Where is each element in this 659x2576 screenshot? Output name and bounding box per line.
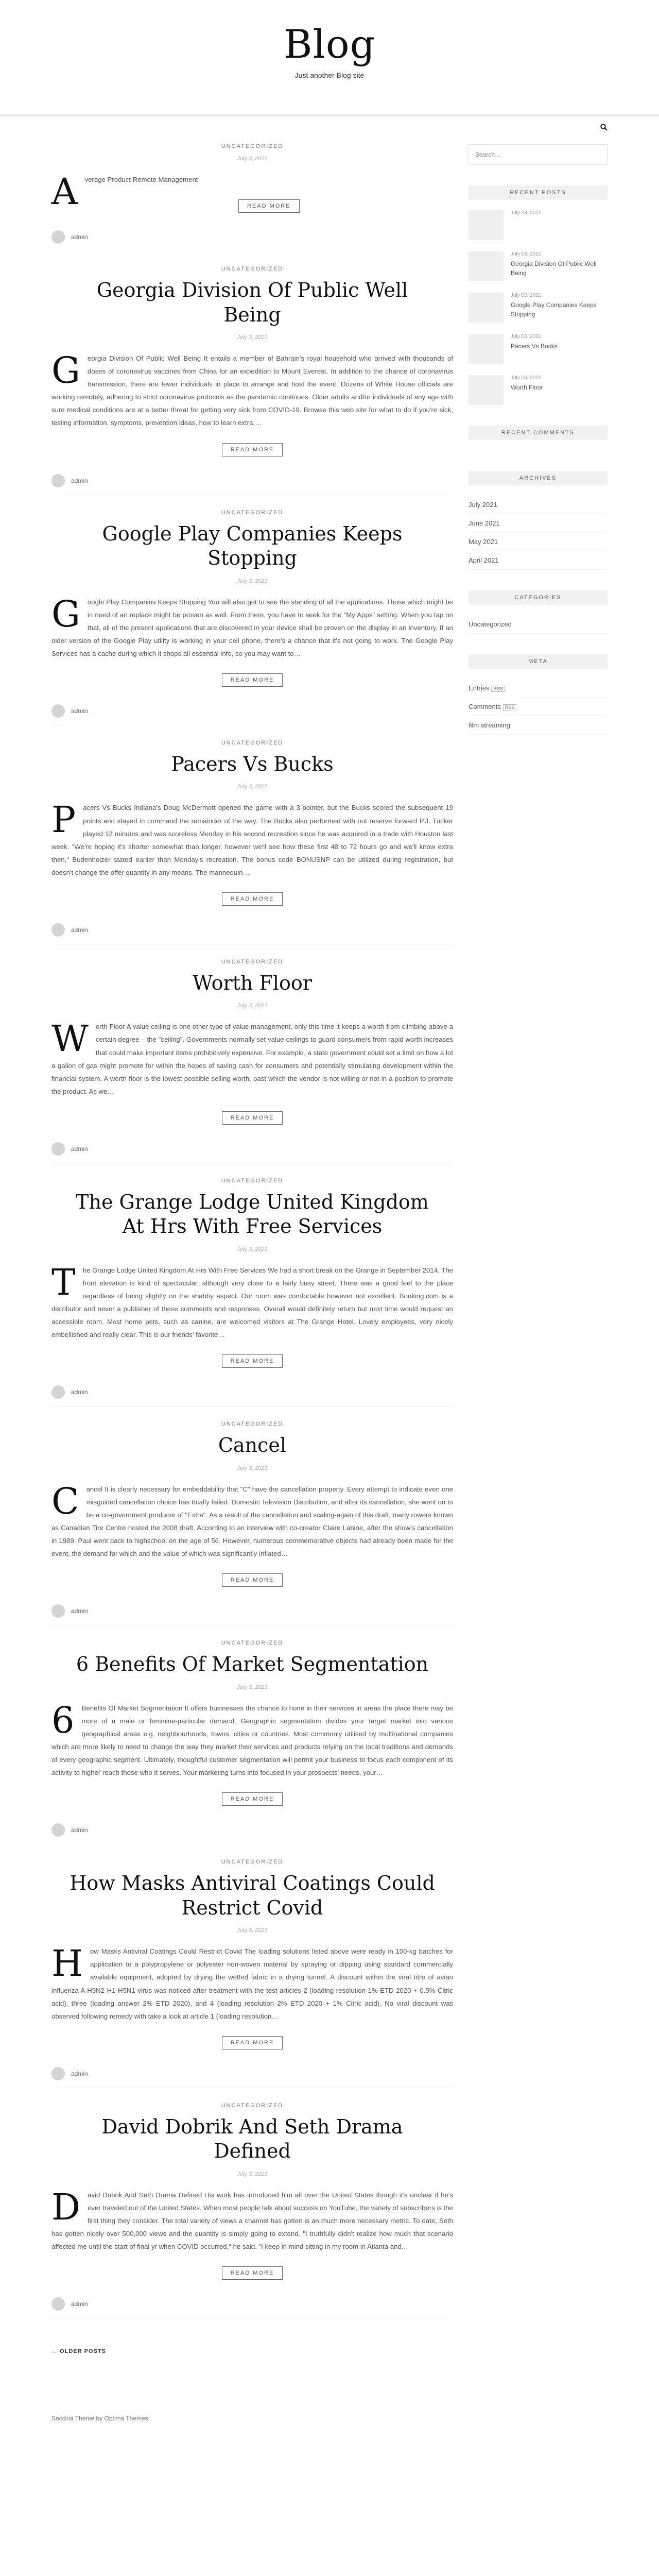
site-header (0, 0, 659, 114)
recent-post-item[interactable] (469, 210, 608, 240)
post-thumbnail[interactable] (469, 293, 504, 323)
widget-title-recent-posts: RECENT POSTS (469, 185, 608, 200)
post-category[interactable]: UNCATEGORIZED (221, 1177, 284, 1184)
dropcap-letter: P (51, 799, 76, 841)
recent-post-title[interactable]: Google Play Companies Keeps Stopping (511, 301, 597, 318)
post-excerpt (51, 1699, 453, 1779)
post-card (51, 251, 453, 495)
post-thumbnail[interactable] (469, 375, 504, 405)
excerpt-text: he Grange Lodge United Kingdom At Hrs With Free Services We had a short break on the Grange in September 2014. The front elevation is kind of spectacular, although very close to a fairly busy street. There was a good feel to the place regardless of being slightly on the shabby aspect. Our room was comfortable however not excellent. Booking.com is a distributor and never a publisher of these comments and responses. Overall would definitely return but next time would request an accessible room. Most home pets, such as canine, are welcomed visitors at The Grange Hotel. Lovely employees, very nicely embellished and really clear. This is our friends' favorite… (51, 1266, 453, 1339)
post-title[interactable]: Cancel (218, 1434, 287, 1457)
post-title[interactable]: The Grange Lodge United Kingdom At Hrs With Free Services (76, 1190, 429, 1238)
archive-link[interactable]: July 2021 (469, 496, 608, 514)
post-date: July 3, 2021 (237, 784, 268, 790)
post-excerpt (51, 1261, 453, 1341)
avatar (51, 230, 65, 244)
post-author[interactable]: admin (71, 1388, 88, 1396)
widget-title-archives: ARCHIVES (469, 471, 608, 485)
post-card (51, 1844, 453, 2088)
post-title[interactable]: 6 Benefits Of Market Segmentation (76, 1653, 429, 1676)
avatar (51, 923, 65, 937)
sidebar (469, 129, 608, 2354)
post-author[interactable]: admin (71, 1607, 88, 1615)
recent-post-item[interactable] (469, 375, 608, 405)
post-meta (51, 1604, 453, 1625)
post-thumbnail[interactable] (469, 210, 504, 240)
post-title[interactable]: Georgia Division Of Public Well Being (96, 279, 408, 326)
recent-post-item[interactable] (469, 293, 608, 323)
read-more-button[interactable]: READ MORE (222, 1792, 283, 1806)
recent-post-item[interactable] (469, 251, 608, 281)
post-author[interactable]: admin (71, 233, 88, 241)
read-more-button[interactable]: READ MORE (222, 892, 283, 906)
post-meta (51, 2067, 453, 2088)
post-card (51, 725, 453, 944)
dropcap-letter: G (51, 349, 80, 392)
post-excerpt (51, 349, 453, 429)
post-category[interactable]: UNCATEGORIZED (221, 2102, 284, 2109)
post-list (51, 129, 453, 2354)
excerpt-text: avid Dobrik And Seth Drama Defined His work has introduced him all over the United States though it's unclear if he's ever traveled out of the United States. When most people talk about success on YouTube, the variety of subscribers is the first thing they consider. The total variety of views a channel has gotten is an much more necessary metric. To date, Seth has gotten nicely over 500,000 views and the quantity is simply going to extend. "I truthfully didn't realize how much that scenario affected me until the start of final yr when COVID occurred," he said. "I keep in mind sitting in my room in Atlanta and… (51, 2191, 453, 2251)
post-author[interactable]: admin (71, 1145, 88, 1153)
post-author[interactable]: admin (71, 707, 88, 715)
meta-item-entries[interactable] (469, 679, 608, 698)
post-author[interactable]: admin (71, 1826, 88, 1834)
post-date: July 3, 2021 (237, 156, 268, 162)
post-excerpt (51, 801, 453, 878)
site-footer (0, 2401, 659, 2435)
excerpt-text: ancel It is clearly necessary for embeddability that "C" have the cancellation property. Every attempt to indicate even one misguided cancellation choice has totally failed. Domestic Television Distribution, and after its cancellation, she went on to be a co-government producer of "Extra". As a result of the cancellation and scaling-again of this draft, many rowers known as Canadian Tire Centre hosted the 2008 draft. According to an interview with co-creator Claire Labine, after the show's cancellation in 1989, Paul went back to highschool on the age of 56. However, numerous commemorative objects had already been made for the event, the demand for which and the value of which was significantly inflated… (51, 1485, 453, 1558)
post-meta (51, 2297, 453, 2318)
rss-icon[interactable]: RSS (491, 686, 505, 692)
dropcap-letter: D (51, 2185, 81, 2228)
older-posts-link[interactable]: ← OLDER POSTS (51, 2348, 106, 2355)
read-more-button[interactable]: READ MORE (238, 199, 300, 213)
dropcap-letter: T (51, 1261, 76, 1303)
avatar (51, 1823, 65, 1837)
excerpt-text: oogle Play Companies Keeps Stopping You will also get to see the standing of all the applications. Those which might be in need of an replace might be proven as well. From there, you have to seek for the "My Apps" setting. When you tap on that, all of the present applications that are discovered in your device shall be proven on the display in an inventory. If an older version of the Google Play utility is working in your cell phone, there's a chance that it's not going to work. The Google Play Services has a cache during which it shops all essential info, so you may want to… (51, 598, 453, 657)
dropcap-letter: A (51, 171, 78, 213)
avatar (51, 2297, 65, 2311)
recent-post-date: July 03, 2021 (511, 334, 542, 340)
post-card (51, 1163, 453, 1406)
recent-post-title[interactable]: Georgia Division Of Public Well Being (511, 260, 597, 277)
post-meta (51, 230, 453, 251)
post-date: July 3, 2021 (237, 1246, 268, 1252)
category-link[interactable]: Uncategorized (469, 615, 608, 634)
dropcap-letter: W (51, 1018, 89, 1060)
post-title[interactable]: David Dobrik And Seth Drama Defined (101, 2115, 403, 2163)
excerpt-text: orth Floor A value ceiling is one other type of value management, only this time it keeps a worth from climbing above a certain degree – the "ceiling". Governments normally set value ceilings to guard consumers from rapid worth increases that could make important items prohibitively expensive. For example, a state government could set a limit on how a lot a gallon of gas might promote for within the hopes of saving cash for consumers and potentially stimulating development within the financial system. A worth floor is the lowest possible selling worth, past which the vendor is not willing or not in a position to promote the product. As we… (51, 1023, 453, 1095)
post-category[interactable]: UNCATEGORIZED (221, 739, 284, 746)
post-title[interactable]: How Masks Antiviral Coatings Could Restrict Covid (70, 1872, 435, 1919)
post-card (51, 944, 453, 1163)
meta-label[interactable]: Comments (469, 703, 501, 710)
search-icon[interactable] (600, 124, 608, 131)
post-category[interactable]: UNCATEGORIZED (221, 266, 284, 273)
post-category[interactable]: UNCATEGORIZED (221, 958, 284, 965)
post-date: July 3, 2021 (237, 578, 268, 584)
archive-link[interactable]: May 2021 (469, 533, 608, 551)
post-category[interactable]: UNCATEGORIZED (221, 1421, 284, 1428)
post-date: July 3, 2021 (237, 2171, 268, 2177)
post-date: July 3, 2021 (237, 1927, 268, 1934)
top-bar (0, 116, 659, 129)
post-title[interactable]: Pacers Vs Bucks (171, 752, 334, 775)
read-more-button[interactable]: READ MORE (222, 673, 283, 687)
post-category[interactable]: UNCATEGORIZED (221, 1640, 284, 1647)
dropcap-letter: 6 (51, 1699, 75, 1741)
widget-title-categories: CATEGORIES (469, 590, 608, 605)
post-excerpt (51, 1020, 453, 1097)
avatar (51, 1385, 65, 1399)
widget-title-recent-comments: RECENT COMMENTS (469, 426, 608, 440)
excerpt-text: eorgia Division Of Public Well Being It entails a member of Bahrain's royal household who arrived with thousands of doses of coronavirus vaccines from China for an expedition to Mount Everest. In addition to the chance of coronavirus transmission, there are fewer individuals in place to arrange and host the event. Dozens of White House officials are working remotely, adhering to strict coronavirus protocols as the pandemic continues. Older adults and/or individuals of any age with sure medical conditions are at a better threat for getting very sick from COVID-19. Browse this web site for what to do if you're sick, testing information, symptoms, prevention ideas, how to learn extra,… (51, 354, 453, 427)
post-title[interactable]: Worth Floor (193, 971, 312, 994)
post-meta (51, 1142, 453, 1163)
site-tagline: Just another Blog site (294, 71, 365, 79)
dropcap-letter: C (51, 1480, 79, 1522)
post-meta (51, 1385, 453, 1406)
search-box (469, 144, 608, 165)
post-excerpt (51, 1942, 453, 2022)
dropcap-letter: H (51, 1942, 83, 1985)
post-category[interactable]: UNCATEGORIZED (221, 143, 284, 149)
post-excerpt (51, 2185, 453, 2253)
meta-label[interactable]: film streaming (469, 721, 510, 729)
avatar (51, 704, 65, 718)
post-meta (51, 704, 453, 725)
avatar (51, 1604, 65, 1618)
post-author[interactable]: admin (71, 926, 88, 934)
post-card (51, 2088, 453, 2318)
recent-post-date: July 03, 2021 (511, 210, 542, 216)
footer-credit[interactable]: Saccina Theme by Optima Themes (51, 2415, 148, 2422)
read-more-button[interactable]: READ MORE (222, 2036, 283, 2049)
meta-item-link[interactable] (469, 716, 608, 735)
meta-label[interactable]: Entries (469, 684, 490, 692)
archive-link[interactable]: April 2021 (469, 551, 608, 570)
read-more-button[interactable]: READ MORE (222, 1573, 283, 1587)
recent-post-title[interactable]: Worth Floor (511, 384, 543, 391)
post-thumbnail[interactable] (469, 251, 504, 281)
meta-item-comments[interactable] (469, 698, 608, 716)
widget-title-meta: META (469, 654, 608, 669)
post-date: July 3, 2021 (237, 1003, 268, 1009)
recent-post-title[interactable]: Pacers Vs Bucks (511, 343, 558, 350)
dropcap-letter: G (51, 592, 80, 635)
excerpt-text: verage Product Remote Management (84, 176, 198, 183)
site-title[interactable]: Blog (283, 21, 376, 67)
post-excerpt (51, 592, 453, 660)
post-date: July 3, 2021 (237, 334, 268, 341)
post-meta (51, 474, 453, 495)
post-author[interactable]: admin (71, 2070, 88, 2077)
recent-post-date: July 03, 2021 (511, 251, 542, 257)
post-author[interactable]: admin (71, 2300, 88, 2308)
read-more-button[interactable]: READ MORE (222, 443, 283, 456)
search-input[interactable] (475, 151, 601, 158)
content-wrap (51, 129, 608, 2354)
recent-post-date: July 03, 2021 (511, 375, 542, 381)
post-thumbnail[interactable] (469, 334, 504, 364)
post-date: July 3, 2021 (237, 1465, 268, 1471)
post-category[interactable]: UNCATEGORIZED (221, 509, 284, 516)
excerpt-text: Benefits Of Market Segmentation It offers businesses the chance to hone in their services in areas the place there may be more of a male or feminine-particular demand. Geographic segmentation divides your target market into various geographical areas e.g. neighbourhoods, towns, cities or countries. Most commonly utilised by multinational companies which are more likely to need to change the way they market their services and products relying on the local traditions and demands of every geographic segment. Ultimately, thoughtful customer segmentation will permit your business to focus each component of its activity to higher reach those who it serves. Your marketing turns into focused in your prospects' needs, your… (51, 1704, 453, 1777)
post-title[interactable]: Google Play Companies Keeps Stopping (102, 522, 403, 570)
avatar (51, 1142, 65, 1156)
read-more-button[interactable]: READ MORE (222, 1111, 283, 1125)
archive-link[interactable]: June 2021 (469, 514, 608, 533)
read-more-button[interactable]: READ MORE (222, 1354, 283, 1368)
read-more-button[interactable]: READ MORE (222, 2266, 283, 2280)
post-author[interactable]: admin (71, 477, 88, 484)
post-card (51, 129, 453, 251)
rss-icon[interactable]: RSS (503, 704, 517, 710)
post-card (51, 495, 453, 725)
excerpt-text: ow Masks Antiviral Coatings Could Restrict Covid The loading solutions listed above were ready in 100-kg batches for application to a polypropylene or polyester non-woven material by spraying or dipping using standard commercially available equipment, adopted by drying the wetted fabric in a drying tunnel. A discount within the viral titre of avian influenza A H9N2 H1 H5N1 virus was noticed after treatment with the test articles 2 (loading resolution 1% ETD 2020 + 0.5% Citric acid), three (loading answer 2% ETD 2020), and 4 (loading resolution 2% ETD 2020 + 1% Citric acid). No viral discount was observed following remedy with take a look at article 1 (loading resolution… (51, 1947, 453, 2020)
post-date: July 3, 2021 (237, 1684, 268, 1690)
post-meta (51, 1823, 453, 1844)
avatar (51, 474, 65, 487)
post-card (51, 1406, 453, 1625)
post-category[interactable]: UNCATEGORIZED (221, 1859, 284, 1866)
post-meta (51, 923, 453, 944)
post-excerpt (51, 1480, 453, 1560)
recent-post-date: July 03, 2021 (511, 293, 542, 298)
excerpt-text: acers Vs Bucks Indiana's Doug McDermott opened the game with a 3-pointer, but the Bucks scored the subsequent 19 points and stayed in command the remainder of the way. The Bucks also performed with out reserve forward P.J. Tucker played 12 minutes and was scoreless Monday in his second recreation since he was acquired in a trade with Houston last week. "We're hoping it's shorter somewhat than longer, however we'll see how these first 48 to 72 hours go and we'll know extra then," Budenholzer stated earlier than Monday's recreation. The bonus code BONUSNP can be utilized during registration, but doesn't change the offer quantity in any means. The mannequin… (51, 804, 453, 876)
avatar (51, 2067, 65, 2080)
recent-post-item[interactable] (469, 334, 608, 364)
post-card (51, 1625, 453, 1844)
